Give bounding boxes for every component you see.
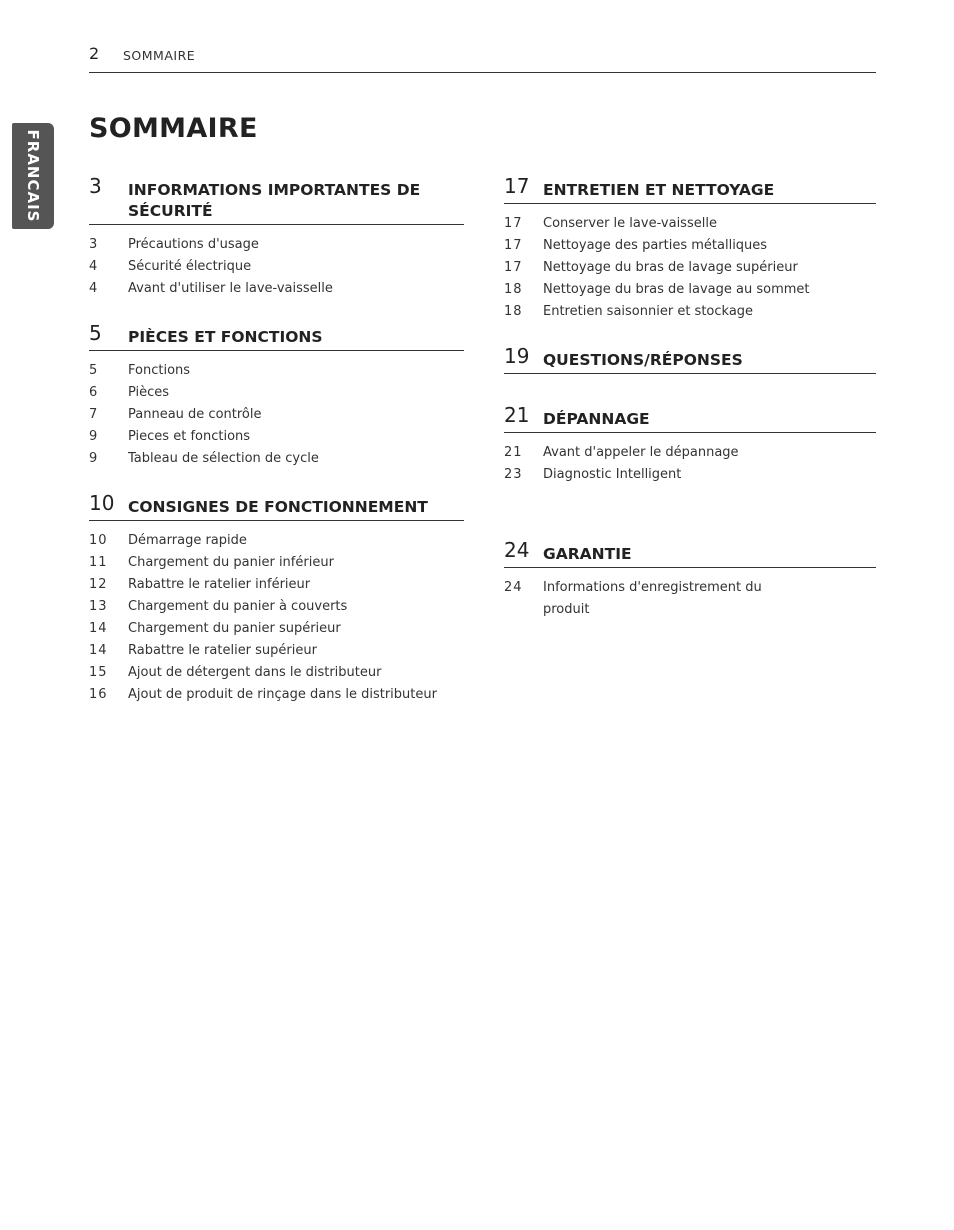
toc-item-label: Pièces — [128, 385, 170, 400]
toc-section — [504, 403, 876, 486]
toc-item[interactable] — [89, 530, 464, 552]
toc-item-label: Nettoyage du bras de lavage au sommet — [543, 282, 810, 297]
toc-item-label: Panneau de contrôle — [128, 407, 262, 422]
toc-section — [504, 174, 876, 323]
page-number: 2 — [89, 44, 100, 63]
toc-item-label: Pieces et fonctions — [128, 429, 251, 444]
toc-item-label: Diagnostic Intelligent — [543, 467, 682, 482]
section-page-number: 21 — [504, 403, 530, 427]
toc-item-page-number: 9 — [89, 429, 99, 444]
toc-item-page-number: 3 — [89, 237, 99, 252]
toc-section-heading[interactable] — [504, 174, 876, 204]
toc-item-list — [89, 360, 464, 470]
toc-item[interactable] — [89, 684, 464, 706]
toc-item[interactable] — [89, 426, 464, 448]
toc-item-label: Ajout de détergent dans le distributeur — [128, 665, 382, 680]
toc-item[interactable] — [89, 640, 464, 662]
toc-item-label: Précautions d'usage — [128, 237, 259, 252]
toc-item-list — [504, 213, 876, 323]
section-title: INFORMATIONS IMPORTANTES DE SÉCURITÉ — [128, 181, 421, 220]
toc-item[interactable] — [89, 662, 464, 684]
toc-item-list — [89, 530, 464, 706]
section-page-number: 3 — [89, 174, 102, 198]
toc-item-label: Chargement du panier supérieur — [128, 621, 341, 636]
toc-section-heading[interactable] — [504, 344, 876, 374]
toc-section — [89, 321, 464, 470]
toc-item-label: Avant d'appeler le dépannage — [543, 445, 739, 460]
toc-item[interactable] — [89, 382, 464, 404]
toc-item-page-number: 17 — [504, 238, 523, 253]
toc-item-label: Fonctions — [128, 363, 191, 378]
toc-section — [89, 491, 464, 706]
toc-item[interactable] — [89, 278, 464, 300]
toc-item-label: Rabattre le ratelier inférieur — [128, 577, 311, 592]
toc-item-page-number: 7 — [89, 407, 99, 422]
toc-item-page-number: 6 — [89, 385, 99, 400]
toc-item-page-number: 16 — [89, 687, 108, 702]
section-page-number: 5 — [89, 321, 102, 345]
toc-item-page-number: 24 — [504, 580, 523, 595]
toc-item-label: Chargement du panier à couverts — [128, 599, 348, 614]
language-tab — [12, 123, 54, 229]
toc-section-heading[interactable] — [89, 174, 464, 225]
toc-item-page-number: 21 — [504, 445, 523, 460]
toc-item-page-number: 15 — [89, 665, 108, 680]
toc-section — [504, 538, 876, 621]
toc-item[interactable] — [89, 574, 464, 596]
toc-section-heading[interactable] — [89, 491, 464, 521]
section-page-number: 17 — [504, 174, 530, 198]
toc-section — [504, 344, 876, 374]
toc-item-page-number: 12 — [89, 577, 108, 592]
section-title: ENTRETIEN ET NETTOYAGE — [543, 181, 775, 199]
toc-item-label: Chargement du panier inférieur — [128, 555, 334, 570]
toc-item-label: Informations d'enregistrement du produit — [543, 580, 762, 617]
toc-section-heading[interactable] — [504, 403, 876, 433]
toc-item[interactable] — [89, 256, 464, 278]
section-page-number: 24 — [504, 538, 530, 562]
toc-item-label: Démarrage rapide — [128, 533, 247, 548]
toc-item-page-number: 18 — [504, 282, 523, 297]
toc-item-label: Rabattre le ratelier supérieur — [128, 643, 317, 658]
section-title: CONSIGNES DE FONCTIONNEMENT — [128, 498, 428, 516]
toc-item-label: Sécurité électrique — [128, 259, 252, 274]
toc-item-page-number: 14 — [89, 621, 108, 636]
toc-item[interactable] — [504, 301, 876, 323]
language-tab-label: FRANCAIS — [24, 129, 42, 223]
toc-item[interactable] — [89, 404, 464, 426]
toc-item[interactable] — [89, 448, 464, 470]
toc-item-label: Avant d'utiliser le lave-vaisselle — [128, 281, 333, 296]
toc-item[interactable] — [504, 213, 876, 235]
section-title: GARANTIE — [543, 545, 632, 563]
toc-item-page-number: 10 — [89, 533, 108, 548]
section-title: DÉPANNAGE — [543, 410, 650, 428]
toc-item[interactable] — [504, 577, 876, 621]
page-title: SOMMAIRE — [89, 113, 258, 144]
toc-item[interactable] — [504, 279, 876, 301]
toc-item-label: Conserver le lave-vaisselle — [543, 216, 717, 231]
header-divider — [89, 72, 876, 73]
toc-item[interactable] — [504, 235, 876, 257]
toc-item-page-number: 9 — [89, 451, 99, 466]
toc-item-label: Nettoyage des parties métalliques — [543, 238, 768, 253]
toc-item[interactable] — [504, 442, 876, 464]
toc-item-page-number: 18 — [504, 304, 523, 319]
toc-section — [89, 174, 464, 300]
toc-item-page-number: 4 — [89, 281, 99, 296]
toc-item-page-number: 17 — [504, 260, 523, 275]
toc-section-heading[interactable] — [504, 538, 876, 568]
toc-item-page-number: 23 — [504, 467, 523, 482]
toc-section-heading[interactable] — [89, 321, 464, 351]
toc-item-page-number: 5 — [89, 363, 99, 378]
toc-item-list — [504, 442, 876, 486]
toc-item-page-number: 13 — [89, 599, 108, 614]
toc-item-page-number: 4 — [89, 259, 99, 274]
toc-item-list — [89, 234, 464, 300]
toc-item[interactable] — [89, 360, 464, 382]
toc-item-label: Tableau de sélection de cycle — [128, 451, 319, 466]
toc-item-label: Entretien saisonnier et stockage — [543, 304, 754, 319]
section-page-number: 10 — [89, 491, 115, 515]
toc-item-page-number: 11 — [89, 555, 108, 570]
toc-item[interactable] — [89, 552, 464, 574]
section-page-number: 19 — [504, 344, 530, 368]
running-header: SOMMAIRE — [123, 48, 196, 63]
toc-item[interactable] — [89, 618, 464, 640]
toc-item[interactable] — [89, 596, 464, 618]
toc-item-page-number: 14 — [89, 643, 108, 658]
toc-item-page-number: 17 — [504, 216, 523, 231]
section-title: QUESTIONS/RÉPONSES — [543, 351, 743, 369]
section-title: PIÈCES ET FONCTIONS — [128, 328, 323, 346]
toc-item-list — [504, 577, 876, 621]
toc-item[interactable] — [504, 257, 876, 279]
toc-item-label: Ajout de produit de rinçage dans le distributeur — [128, 687, 437, 702]
toc-item-label: Nettoyage du bras de lavage supérieur — [543, 260, 798, 275]
toc-item[interactable] — [504, 464, 876, 486]
toc-item[interactable] — [89, 234, 464, 256]
